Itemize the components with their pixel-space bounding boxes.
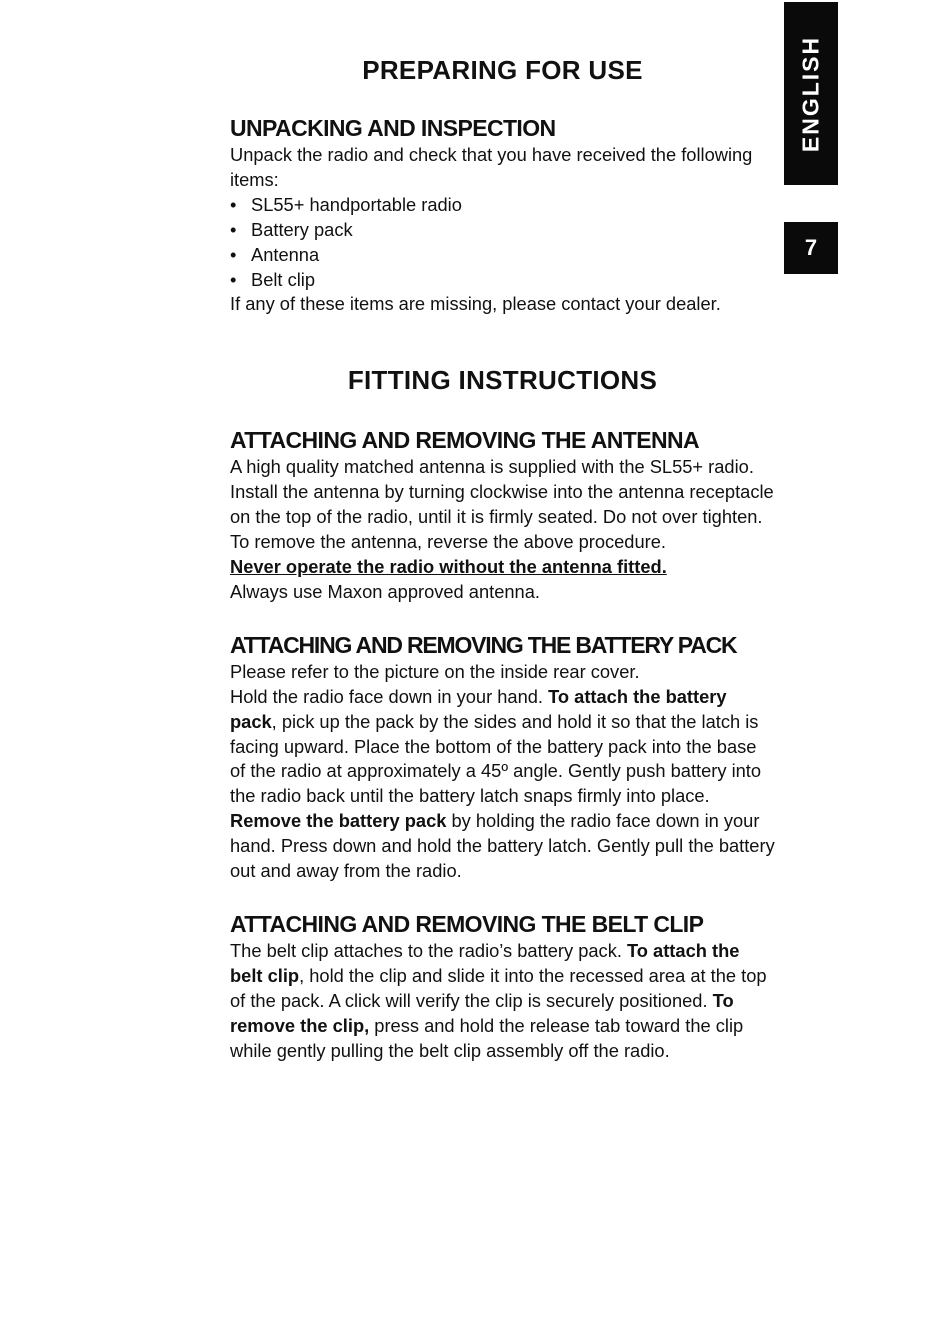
list-item: • Belt clip [230,268,775,293]
battery-remove-instructions: Remove the battery pack by holding the radio face down in your hand. Press down and hold the battery latch. Gently pull the battery out and away from the radio. [230,810,775,882]
heading-unpacking: UNPACKING AND INSPECTION [230,115,556,141]
antenna-warning: Never operate the radio without the antenna fitted. [230,555,667,577]
bullet-glyph: • [230,218,237,240]
language-tab-label: ENGLISH [797,35,824,152]
list-item: • Antenna [230,243,775,268]
heading-belt-clip: ATTACHING AND REMOVING THE BELT CLIP [230,910,704,937]
bullet-glyph: • [230,243,237,265]
battery-attach-instructions: Hold the radio face down in your hand. To attach the battery pack, pick up the pack by the sides and hold it so that the latch is facing upward. Place the bottom of the battery pack into the base of the radio at approximately a 45º angle. Gently push battery into the radio back until the battery latch snaps firmly into place. [230,685,762,807]
language-tab [784,2,838,185]
list-item: • Battery pack [230,218,775,243]
antenna-note: Always use Maxon approved antenna. [230,580,540,602]
battery-reference: Please refer to the picture on the inside rear cover. [230,660,640,682]
list-item: • SL55+ handportable radio [230,193,775,218]
belt-clip-instructions: The belt clip attaches to the radio’s battery pack. To attach the belt clip, hold the clip and slide it into the recessed area at the top of the pack. A click will verify the clip is securely positioned. To remove the clip, press and hold the release tab toward the clip while gently pulling the belt clip assembly off the radio. [230,939,767,1061]
heading-battery: ATTACHING AND REMOVING THE BATTERY PACK [230,631,737,658]
package-items-list [230,193,775,293]
page-content [230,52,775,1063]
antenna-instructions: A high quality matched antenna is supplied with the SL55+ radio. Install the antenna by turning clockwise into the antenna receptacle on the top of the radio, until it is firmly seated. Do not over tighten. To remove the antenna, reverse the above procedure. [230,456,774,553]
section-title-preparing: PREPARING FOR USE [362,55,643,85]
section-title-fitting: FITTING INSTRUCTIONS [347,365,658,396]
bullet-glyph: • [230,193,237,215]
page-number: 7 [784,222,838,274]
bullet-glyph: • [230,268,237,290]
unpacking-intro: Unpack the radio and check that you have received the following items: [230,144,753,190]
heading-antenna: ATTACHING AND REMOVING THE ANTENNA [230,427,699,454]
missing-items-note: If any of these items are missing, please contact your dealer. [230,293,721,315]
